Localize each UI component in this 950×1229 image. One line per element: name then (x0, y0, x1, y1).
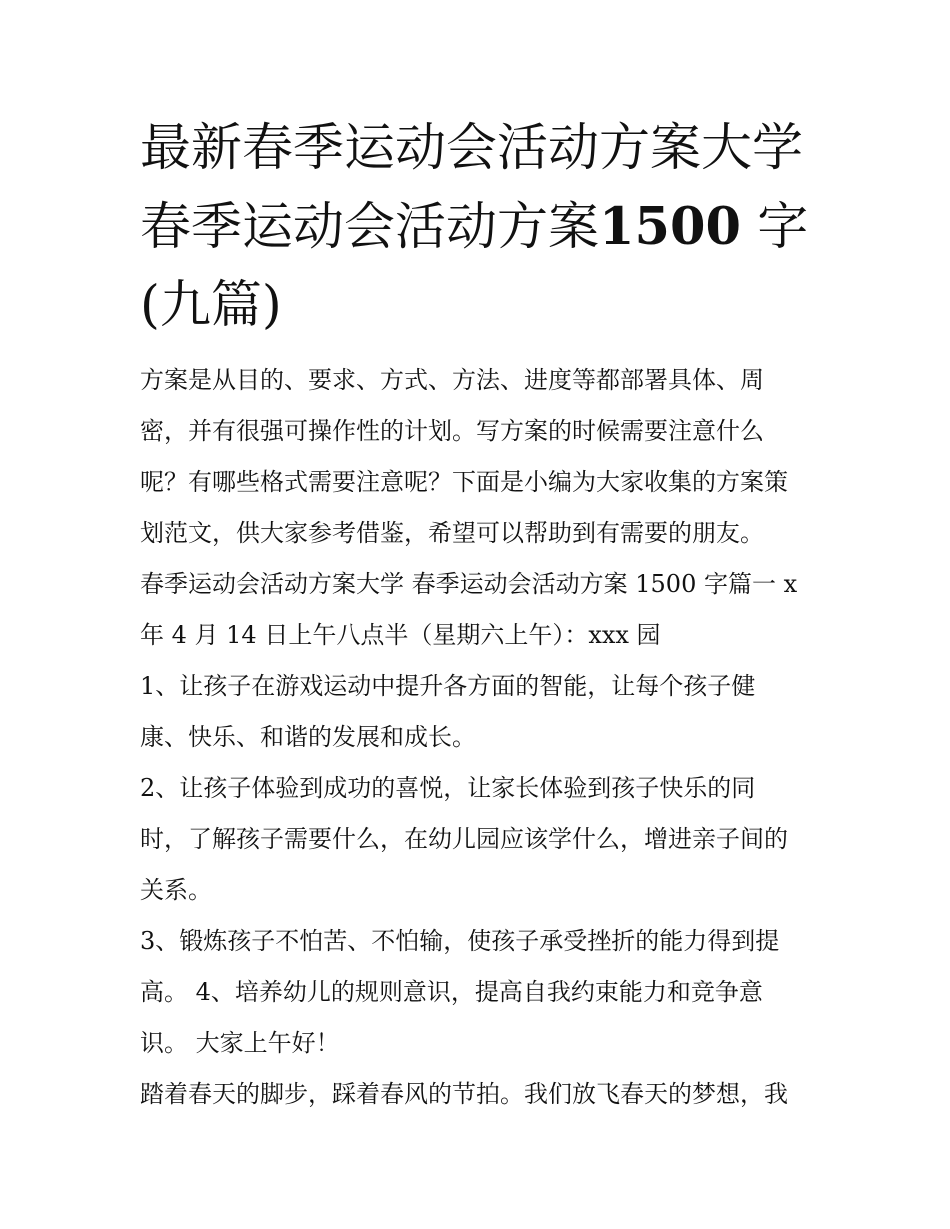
paragraph-goal-3-4 (140, 916, 820, 1069)
title-line-3: (九篇) (140, 276, 282, 335)
text-line: 春季运动会活动方案大学 春季运动会活动方案 1500 字篇一 x (140, 570, 798, 598)
paragraph-goal-1 (140, 661, 820, 763)
text-line: 划范文，供大家参考借鉴，希望可以帮助到有需要的朋友。 (140, 519, 764, 547)
text-line: 2、让孩子体验到成功的喜悦，让家长体验到孩子快乐的同 (140, 774, 756, 802)
text-line: 识。 大家上午好！ (140, 1029, 340, 1057)
text-line: 方案是从目的、要求、方式、方法、进度等都部署具体、周 (140, 366, 764, 394)
text-line: 密，并有很强可操作性的计划。写方案的时候需要注意什么 (140, 417, 764, 445)
title-line-2 (140, 188, 820, 267)
paragraph-goal-2 (140, 763, 820, 916)
text-line: 时，了解孩子需要什么，在幼儿园应该学什么，增进亲子间的 (140, 825, 788, 853)
paragraph-time-place (140, 559, 820, 661)
paragraph-intro (140, 355, 820, 559)
text-line: 关系。 (140, 876, 212, 904)
text-line: 呢？有哪些格式需要注意呢？下面是小编为大家收集的方案策 (140, 468, 788, 496)
text-line: 1、让孩子在游戏运动中提升各方面的智能，让每个孩子健 (140, 672, 756, 700)
title-line-1: 最新春季运动会活动方案大学 (140, 119, 804, 178)
paragraph-speech (140, 1069, 820, 1120)
title-line-2-suffix: 字 (757, 198, 809, 257)
text-line: 康、快乐、和谐的发展和成长。 (140, 723, 476, 751)
text-line: 3、锻炼孩子不怕苦、不怕输，使孩子承受挫折的能力得到提 (140, 927, 780, 955)
document-title (140, 110, 820, 345)
text-line: 高。 4、培养幼儿的规则意识，提高自我约束能力和竞争意 (140, 978, 763, 1006)
document-page (140, 110, 820, 1120)
text-line: 踏着春天的脚步，踩着春风的节拍。我们放飞春天的梦想，我 (140, 1080, 788, 1108)
title-number: 1500 (599, 197, 741, 257)
title-line-2-text: 春季运动会活动方案 (140, 198, 600, 257)
text-line: 年 4 月 14 日上午八点半（星期六上午）：xxx 园 (140, 621, 661, 649)
